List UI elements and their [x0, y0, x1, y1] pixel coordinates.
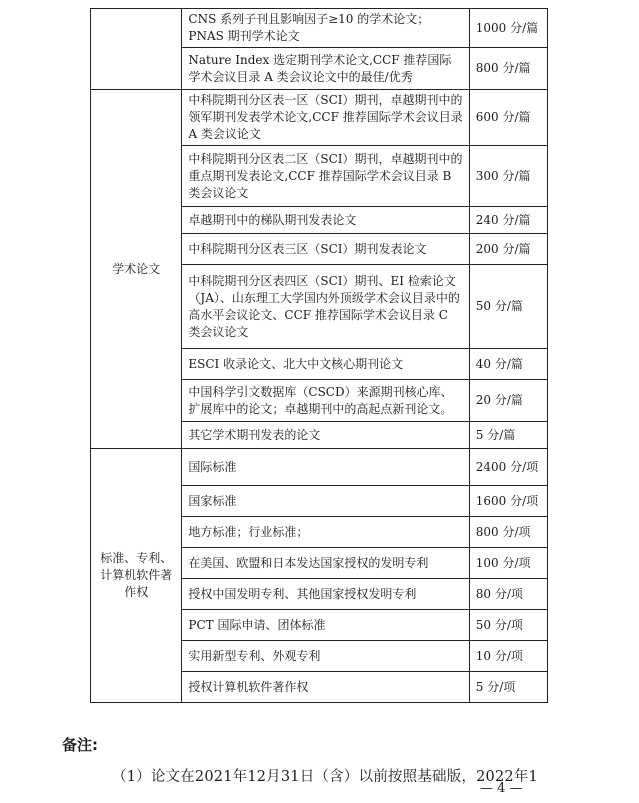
- score-cell: 50 分/篇: [469, 265, 547, 349]
- score-cell: 5 分/项: [469, 672, 547, 703]
- criteria-cell: 卓越期刊中的梯队期刊发表论文: [182, 207, 469, 234]
- score-cell: 100 分/项: [469, 548, 547, 579]
- score-cell: 200 分/篇: [469, 234, 547, 265]
- criteria-cell: ESCI 收录论文、北大中文核心期刊论文: [182, 349, 469, 380]
- score-cell: 80 分/项: [469, 579, 547, 610]
- criteria-cell: 授权计算机软件著作权: [182, 672, 469, 703]
- score-cell: 1000 分/篇: [469, 9, 547, 48]
- criteria-cell: 中科院期刊分区表四区（SCI）期刊、EI 检索论文（JA）、山东理工大学国内外顶级学术会议目录中的高水平会议论文、CCF 推荐国际学术会议目录 C 类会议论文: [182, 265, 469, 349]
- score-cell: 1600 分/项: [469, 486, 547, 517]
- category-cell: [91, 9, 182, 90]
- criteria-cell: Nature Index 选定期刊学术论文,CCF 推荐国际学术会议目录 A 类会议论文中的最佳/优秀: [182, 48, 469, 90]
- criteria-cell: 实用新型专利、外观专利: [182, 641, 469, 672]
- score-table-body: [91, 9, 548, 703]
- table-row: [91, 449, 548, 486]
- table-row: [91, 90, 548, 146]
- criteria-cell: 地方标准；行业标准；: [182, 517, 469, 548]
- score-cell: 800 分/项: [469, 517, 547, 548]
- criteria-cell: 其它学术期刊发表的论文: [182, 422, 469, 449]
- table-row: [91, 9, 548, 48]
- score-cell: 600 分/篇: [469, 90, 547, 146]
- category-cell: 学术论文: [91, 90, 182, 449]
- criteria-cell: 中科院期刊分区表一区（SCI）期刊，卓越期刊中的领军期刊发表学术论文,CCF 推荐国际学术会议目录 A 类会议论文: [182, 90, 469, 146]
- criteria-cell: 中国科学引文数据库（CSCD）来源期刊核心库、扩展库中的论文；卓越期刊中的高起点新刊论文。: [182, 380, 469, 422]
- criteria-cell: 中科院期刊分区表二区（SCI）期刊，卓越期刊中的重点期刊发表论文,CCF 推荐国际学术会议目录 B 类会议论文: [182, 146, 469, 207]
- score-cell: 240 分/篇: [469, 207, 547, 234]
- criteria-cell: 国际标准: [182, 449, 469, 486]
- score-cell: 800 分/篇: [469, 48, 547, 90]
- score-cell: 5 分/篇: [469, 422, 547, 449]
- remarks-line-1: （1）论文在2021年12月31日（含）以前按照基础版，2022年1: [112, 769, 538, 785]
- score-cell: 10 分/项: [469, 641, 547, 672]
- page-number: — 4 —: [480, 781, 523, 796]
- score-cell: 300 分/篇: [469, 146, 547, 207]
- score-cell: 2400 分/项: [469, 449, 547, 486]
- score-cell: 20 分/篇: [469, 380, 547, 422]
- criteria-cell: CNS 系列子刊且影响因子≥10 的学术论文；PNAS 期刊学术论文: [182, 9, 469, 48]
- category-cell: 标准、专利、计算机软件著作权: [91, 449, 182, 703]
- score-table: [90, 8, 548, 703]
- criteria-cell: 授权中国发明专利、其他国家授权发明专利: [182, 579, 469, 610]
- criteria-cell: 在美国、欧盟和日本发达国家授权的发明专利: [182, 548, 469, 579]
- remarks-title: 备注:: [62, 736, 98, 754]
- criteria-cell: PCT 国际申请、团体标准: [182, 610, 469, 641]
- score-cell: 40 分/篇: [469, 349, 547, 380]
- criteria-cell: 中科院期刊分区表三区（SCI）期刊发表论文: [182, 234, 469, 265]
- score-cell: 50 分/项: [469, 610, 547, 641]
- criteria-cell: 国家标准: [182, 486, 469, 517]
